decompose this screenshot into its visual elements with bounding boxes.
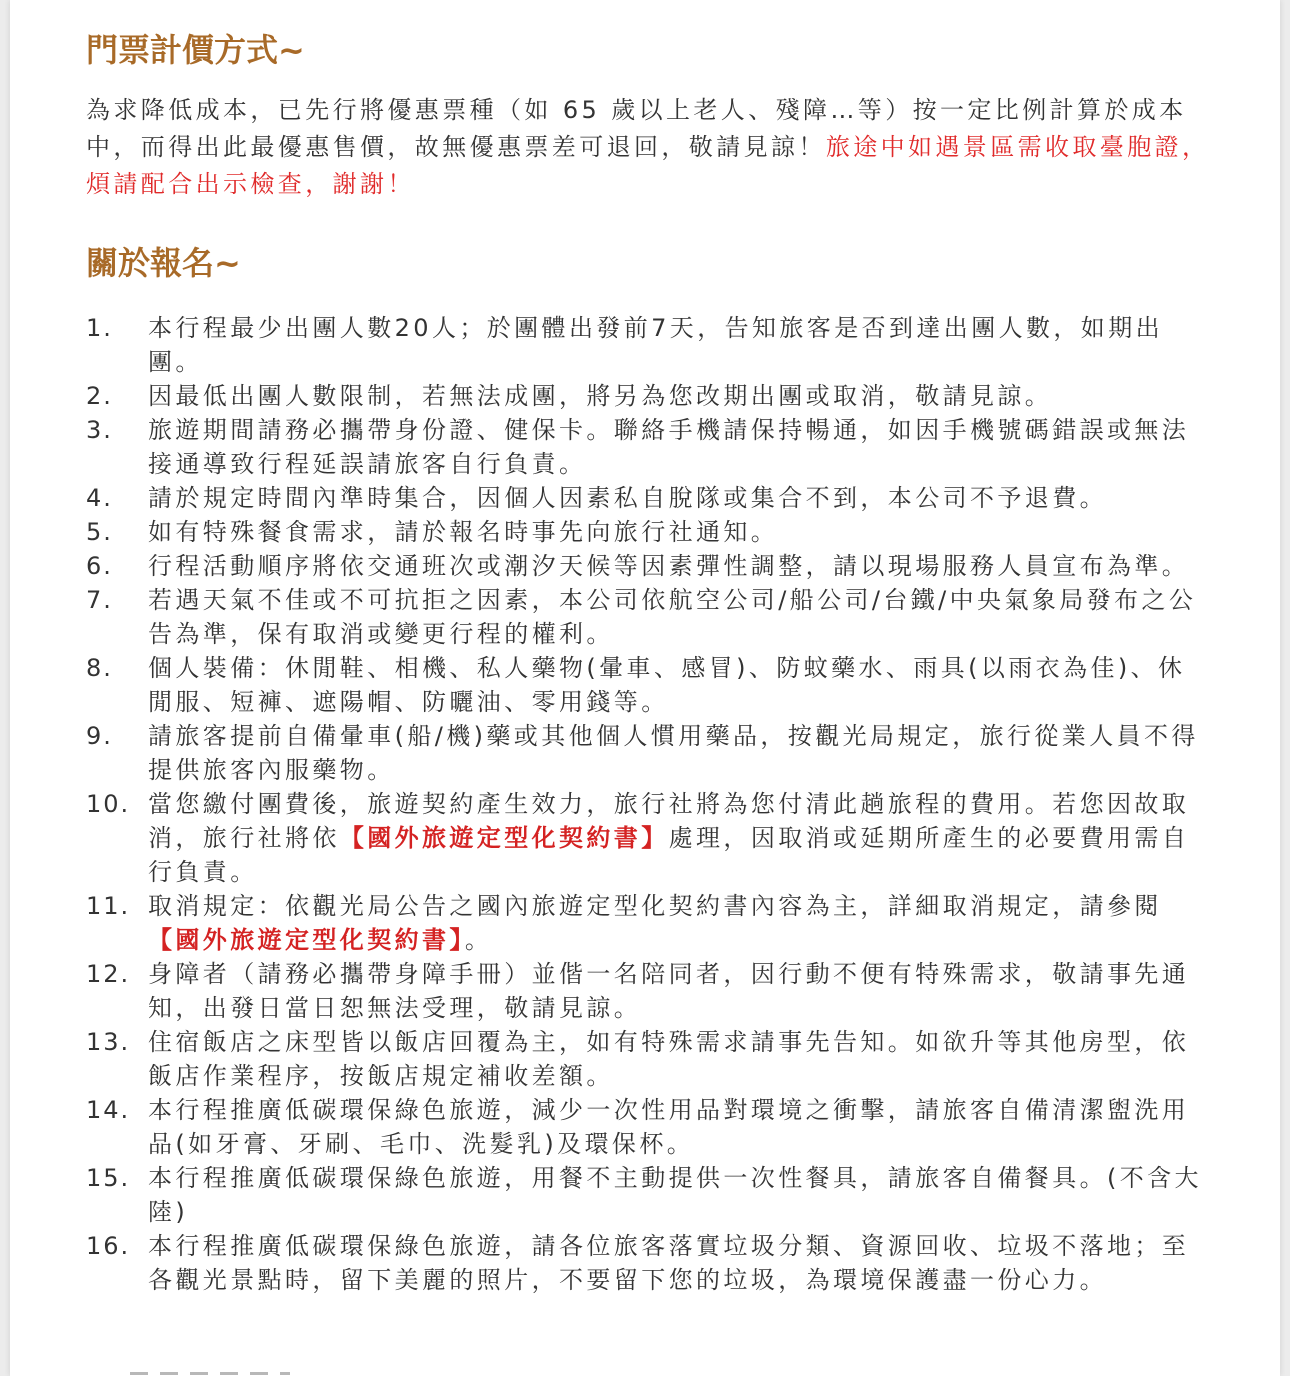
list-item-text: 行程活動順序將依交通班次或潮汐天候等因素彈性調整，請以現場服務人員宣布為準。 [148,552,1190,580]
list-item [86,719,1210,787]
list-item-text: 身障者（請務必攜帶身障手冊）並偕一名陪同者，因行動不便有特殊需求，敬請事先通知，出發日當日恕無法受理，敬請見諒。 [148,960,1190,1022]
list-item [86,957,1210,1025]
list-item-number: 13. [86,1028,131,1056]
list-item-text: 本行程推廣低碳環保綠色旅遊，減少一次性用品對環境之衝擊，請旅客自備清潔盥洗用品(如牙膏、牙刷、毛巾、洗髮乳)及環保杯。 [148,1096,1190,1158]
document-content [86,20,1210,1297]
ticket-pricing-text: 為求降低成本，已先行將優惠票種（如 65 歲以上老人、殘障…等）按一定比例計算於成本中，而得出此最優惠售價，故無優惠票差可退回，敬請見諒！ [86,96,1187,161]
list-item-text: 當您繳付團費後，旅遊契約產生效力，旅行社將為您付清此趟旅程的費用。若您因故取消，旅行社將依 [148,790,1190,852]
contract-link[interactable]: 【國外旅遊定型化契約書】 [339,824,669,852]
clipped-next-heading [130,1368,310,1376]
list-item-number: 6. [86,552,113,580]
list-item [86,1229,1210,1297]
list-item [86,1025,1210,1093]
list-item-text: 如有特殊餐食需求，請於報名時事先向旅行社通知。 [148,518,779,546]
list-item-text: 因最低出團人數限制，若無法成團，將另為您改期出團或取消，敬請見諒。 [148,382,1053,410]
list-item-text: 請於規定時間內準時集合，因個人因素私自脫隊或集合不到，本公司不予退費。 [148,484,1107,512]
list-item-number: 10. [86,790,131,818]
list-item-number: 16. [86,1232,131,1260]
list-item-text: 旅遊期間請務必攜帶身份證、健保卡。聯絡手機請保持暢通，如因手機號碼錯誤或無法接通導致行程延誤請旅客自行負責。 [148,416,1190,478]
list-item [86,549,1210,583]
signup-heading: 關於報名~ [86,244,241,282]
list-item-text: 若遇天氣不佳或不可抗拒之因素，本公司依航空公司/船公司/台鐵/中央氣象局發布之公告為準，保有取消或變更行程的權利。 [148,586,1197,648]
list-item [86,1093,1210,1161]
list-item-number: 12. [86,960,131,988]
list-item [86,413,1210,481]
list-item-number: 4. [86,484,113,512]
list-item-text-after: 。 [464,926,493,954]
list-item-text: 本行程推廣低碳環保綠色旅遊，用餐不主動提供一次性餐具，請旅客自備餐具。(不含大陸) [148,1164,1202,1226]
list-item-number: 11. [86,892,131,920]
list-item [86,379,1210,413]
list-item-number: 5. [86,518,113,546]
list-item [86,515,1210,549]
list-item-number: 9. [86,722,113,750]
list-item [86,1161,1210,1229]
contract-link[interactable]: 【國外旅遊定型化契約書】 [148,926,465,954]
list-item-number: 7. [86,586,113,614]
list-item-number: 2. [86,382,113,410]
ticket-pricing-paragraph [86,92,1210,203]
list-item-number: 8. [86,654,113,682]
list-item-text: 本行程推廣低碳環保綠色旅遊，請各位旅客落實垃圾分類、資源回收、垃圾不落地；至各觀光景點時，留下美麗的照片，不要留下您的垃圾，為環境保護盡一份心力。 [148,1232,1190,1294]
list-item [86,481,1210,515]
list-item-text: 本行程最少出團人數20人；於團體出發前7天，告知旅客是否到達出團人數，如期出團。 [148,314,1164,376]
document-page [10,0,1280,1376]
list-item [86,889,1210,957]
list-item-number: 3. [86,416,113,444]
list-item [86,583,1210,651]
ticket-pricing-heading: 門票計價方式~ [86,31,305,69]
list-item-number: 1. [86,314,113,342]
list-item [86,787,1210,889]
ticket-pricing-highlight: 旅途中如遇景區需收取臺胞證，煩請配合出示檢查，謝謝！ [86,133,1210,198]
signup-notice-list [86,311,1210,1297]
list-item [86,651,1210,719]
list-item-text: 住宿飯店之床型皆以飯店回覆為主，如有特殊需求請事先告知。如欲升等其他房型，依飯店作業程序，按飯店規定補收差額。 [148,1028,1190,1090]
list-item-text-after: 處理，因取消或延期所產生的必要費用需自行負責。 [148,824,1190,886]
list-item [86,311,1210,379]
list-item-text: 個人裝備：休閒鞋、相機、私人藥物(暈車、感冒)、防蚊藥水、雨具(以雨衣為佳)、休閒服、短褲、遮陽帽、防曬油、零用錢等。 [148,654,1186,716]
list-item-text: 取消規定：依觀光局公告之國內旅遊定型化契約書內容為主，詳細取消規定，請參閱 [148,892,1162,920]
list-item-text: 請旅客提前自備暈車(船/機)藥或其他個人慣用藥品，按觀光局規定，旅行從業人員不得提供旅客內服藥物。 [148,722,1199,784]
list-item-number: 14. [86,1096,131,1124]
list-item-number: 15. [86,1164,131,1192]
